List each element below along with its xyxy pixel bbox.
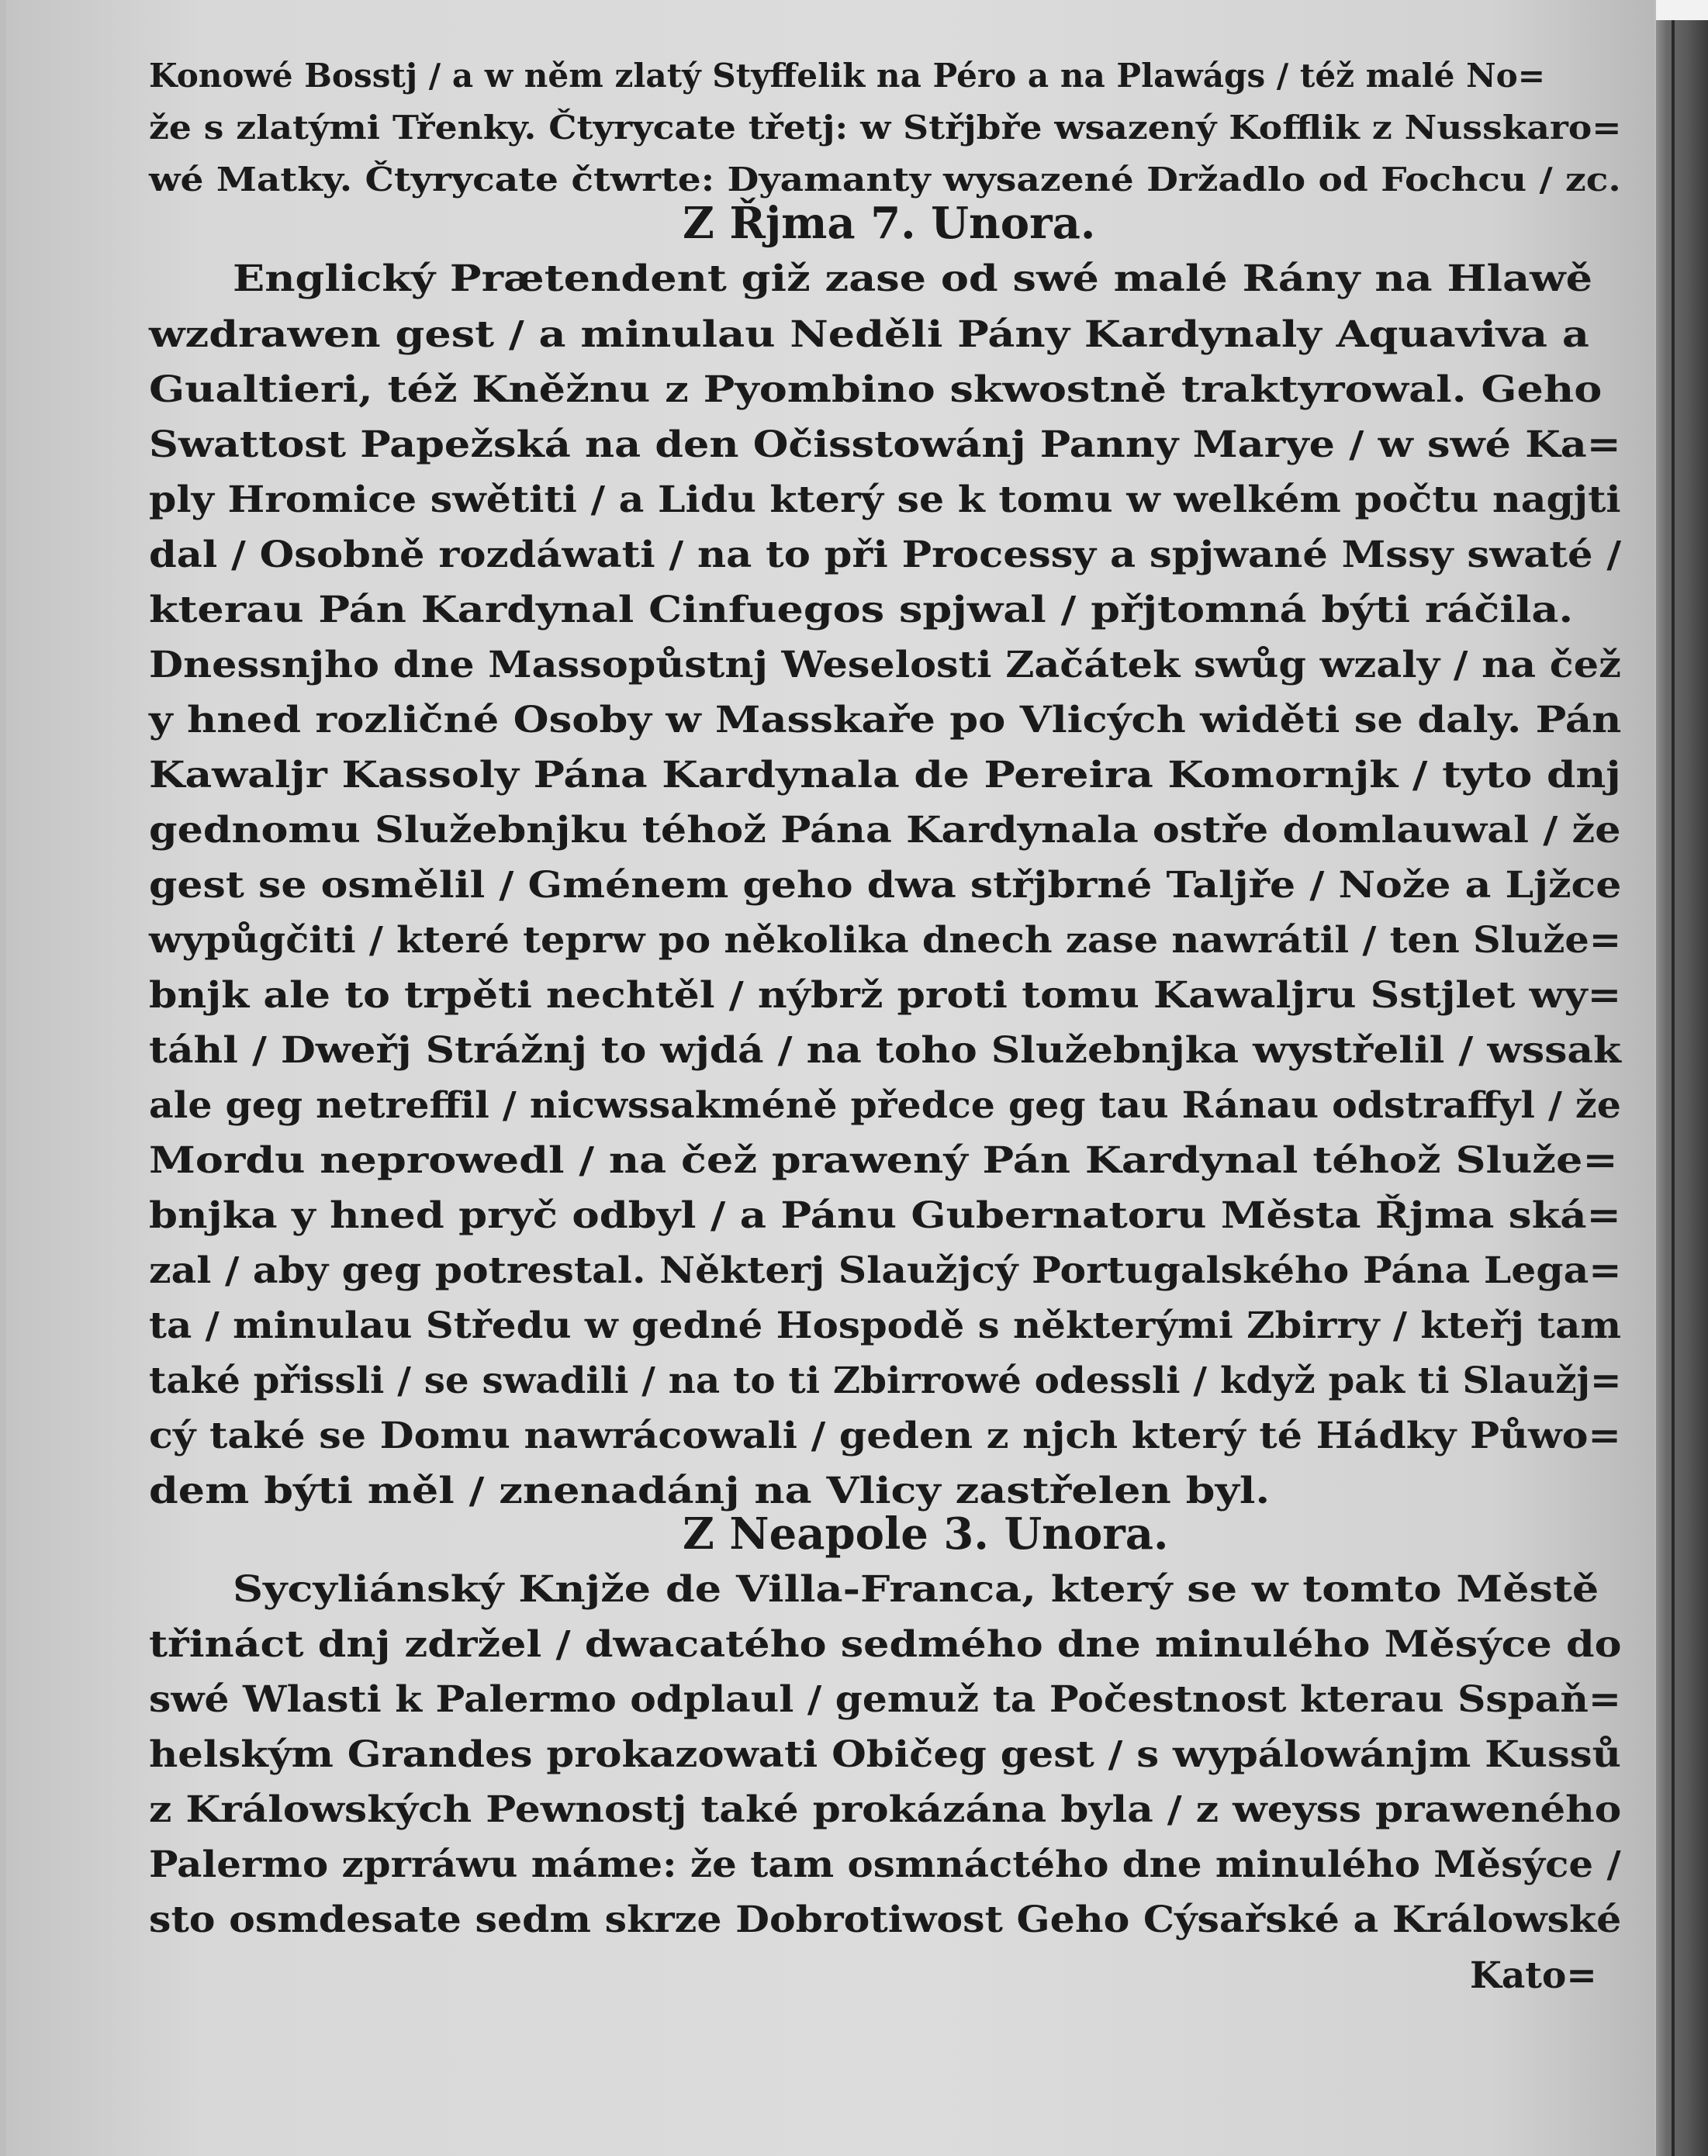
text-line: wypůgčiti / které teprw po několika dnech zase nawrátil / ten Služe= xyxy=(149,919,1622,962)
text-line: bnjk ale to trpěti nechtěl / nýbrž proti tomu Kawaljru Sstjlet wy= xyxy=(149,974,1622,1017)
text-line: Sycyliánský Knjže de Villa-Franca, který se w tomto Městě xyxy=(233,1568,1599,1611)
text-line: třináct dnj zdržel / dwacatého sedmého dne minulého Měsýce do xyxy=(149,1623,1622,1666)
text-line: y hned rozličné Osoby w Masskaře po Vlicých widěti se daly. Pán xyxy=(149,699,1622,741)
text-line: z Králowských Pewnostj také prokázána byla / z weyss praweného xyxy=(149,1788,1622,1831)
text-line: helským Grandes prokazowati Običeg gest / s wypálowánjm Kussů xyxy=(149,1733,1621,1776)
text-line: ale geg netreffil / nicwssakméně předce geg tau Ránau odstraffyl / že xyxy=(149,1084,1621,1127)
text-line: Gualtieri, též Kněžnu z Pyombino skwostně traktyrowal. Geho xyxy=(149,368,1603,411)
text-line: ply Hromice swětiti / a Lidu který se k tomu w welkém počtu nagjti xyxy=(149,479,1621,521)
section-heading-rome: Z Řjma 7. Unora. xyxy=(683,198,1096,249)
text-line: Englický Prætendent giž zase od swé malé Rány na Hlawě xyxy=(233,257,1593,300)
text-line: sto osmdesate sedm skrze Dobrotiwost Geho Cýsařské a Králowské xyxy=(149,1899,1622,1941)
text-line: cý také se Domu nawrácowali / geden z njch který té Hádky Půwo= xyxy=(149,1415,1621,1457)
text-line: wé Matky. Čtyrycate čtwrte: Dyamanty wysazené Držadlo od Fochcu / zc. xyxy=(149,161,1621,199)
text-line: Palermo zprráwu máme: že tam osmnáctého dne minulého Měsýce / xyxy=(149,1843,1621,1886)
catchword: Kato= xyxy=(1470,1954,1597,1997)
text-line: táhl / Dweřj Strážnj to wjdá / na toho Služebnjka wystřelil / wssak xyxy=(149,1029,1621,1072)
text-line: dem býti měl / znenadánj na Vlicy zastřelen byl. xyxy=(149,1470,1271,1512)
text-line: Dnessnjho dne Massopůstnj Weselosti Začátek swůg wzaly / na čež xyxy=(149,644,1621,686)
text-line: kterau Pán Kardynal Cinfuegos spjwal / přjtomná býti ráčila. xyxy=(149,589,1574,631)
text-line: gednomu Služebnjku téhož Pána Kardynala ostře domlauwal / že xyxy=(149,809,1621,852)
text-line: gest se osmělil / Gménem geho dwa střjbrné Taljře / Nože a Ljžce xyxy=(149,864,1622,907)
text-line: dal / Osobně rozdáwati / na to při Processy a spjwané Mssy swaté / xyxy=(149,534,1622,576)
section-heading-naples: Z Neapole 3. Unora. xyxy=(683,1508,1169,1560)
text-line: že s zlatými Třenky. Čtyrycate třetj: w Střjbře wsazený Kofflik z Nusskaro= xyxy=(149,109,1622,147)
text-line: Swattost Papežská na den Očisstowánj Panny Marye / w swé Ka= xyxy=(149,423,1621,466)
text-line: wzdrawen gest / a minulau Neděli Pány Kardynaly Aquaviva a xyxy=(149,313,1589,356)
text-line: bnjka y hned pryč odbyl / a Pánu Gubernatoru Města Řjma ská= xyxy=(149,1194,1621,1237)
text-line: zal / aby geg potrestal. Některj Slaužjcý Portugalského Pána Lega= xyxy=(149,1249,1622,1292)
text-line: swé Wlasti k Palermo odplaul / gemuž ta Počestnost kterau Sspaň= xyxy=(149,1678,1622,1721)
text-line: Konowé Bosstj / a w něm zlatý Styffelik na Péro a na Plawágs / též malé No= xyxy=(149,57,1546,95)
text-line: Mordu neprowedl / na čež prawený Pán Kardynal téhož Služe= xyxy=(149,1139,1618,1182)
text-line: ta / minulau Středu w gedné Hospodě s některými Zbirry / kteřj tam xyxy=(149,1304,1622,1347)
text-line: Kawaljr Kassoly Pána Kardynala de Pereira Komornjk / tyto dnj xyxy=(149,754,1621,796)
text-line: také přissli / se swadili / na to ti Zbirrowé odessli / když pak ti Slaužj= xyxy=(149,1360,1622,1402)
